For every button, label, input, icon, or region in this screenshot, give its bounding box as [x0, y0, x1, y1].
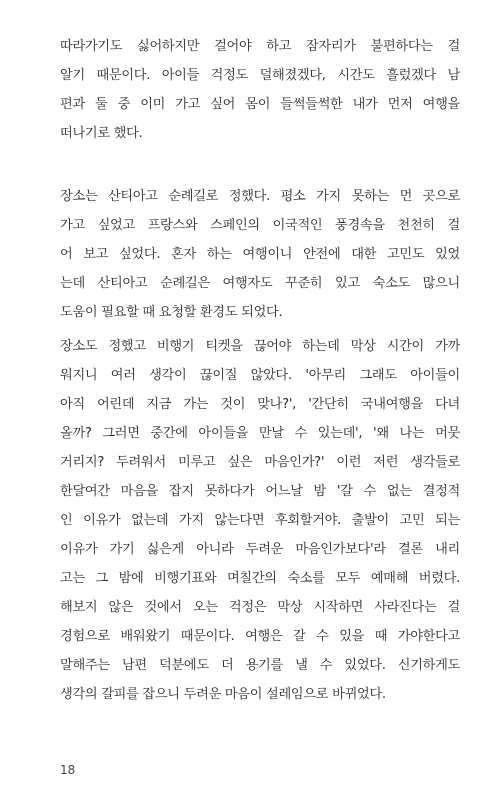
page-number: 18 — [60, 763, 76, 777]
text-line: 올까? 그러면 중간에 아이들을 만날 수 있는데', '왜 나는 머뭇 — [60, 426, 460, 441]
paragraph-1 — [60, 32, 460, 148]
text-line: 떠나기로 했다. — [60, 126, 143, 141]
text-line: 아직 어린데 지금 가는 것이 맞나?', '간단히 국내여행을 다녀 — [60, 397, 460, 412]
text-line: 도움이 필요할 때 요청할 환경도 되었다. — [60, 305, 283, 320]
text-line: 경험으로 배워왔기 때문이다. 여행은 갈 수 있을 때 가야한다고 — [60, 629, 460, 644]
text-line: 해보지 않은 것에서 오는 걱정은 막상 시작하면 사라진다는 걸 — [60, 600, 460, 615]
text-line: 말해주는 남편 덕분에도 더 용기를 낼 수 있었다. 신기하게도 — [60, 658, 460, 673]
text-line: 거리지? 두려워서 미루고 싶은 마음인가?' 이런 저런 생각들로 — [60, 455, 460, 470]
text-line: 어 보고 싶었다. 혼자 하는 여행이니 안전에 대한 고민도 있었 — [60, 247, 460, 262]
text-line: 장소는 산티아고 순례길로 정했다. 평소 가지 못하는 먼 곳으로 — [60, 189, 460, 204]
text-line: 편과 둘 중 이미 가고 싶어 몸이 들썩들썩한 내가 먼저 여행을 — [60, 97, 460, 112]
paragraph-3 — [60, 332, 460, 709]
text-line: 따라가기도 싫어하지만 걸어야 하고 잠자리가 불편하다는 걸 — [60, 39, 460, 54]
text-line: 한달여간 마음을 잡지 못하다가 어느날 밤 '갈 수 없는 결정적 — [60, 484, 460, 499]
text-line: 이유가 가기 싫은게 아니라 두려운 마음인가보다'라 결론 내리 — [60, 542, 460, 557]
text-line: 는데 산티아고 순례길은 여행자도 꾸준히 있고 숙소도 많으니 — [60, 276, 460, 291]
text-line: 워지니 여러 생각이 끊이질 않았다. '아무리 그래도 아이들이 — [60, 368, 460, 383]
text-line: 가고 싶었고 프랑스와 스페인의 이국적인 풍경속을 천천히 걸 — [60, 218, 460, 233]
text-line: 장소도 정했고 비행기 티켓을 끊어야 하는데 막상 시간이 가까 — [60, 339, 460, 354]
text-line: 인 이유가 없는데 가지 않는다면 후회할거야. 출발이 고민 되는 — [60, 513, 460, 528]
text-line: 알기 때문이다. 아이들 걱정도 덜해졌겠다, 시간도 흘렀겠다 남 — [60, 68, 460, 83]
paragraph-2 — [60, 182, 460, 327]
text-line: 고는 그 밤에 비행기표와 며칠간의 숙소를 모두 예매해 버렸다. — [60, 571, 460, 586]
text-line: 생각의 갈피를 잡으니 두려운 마음이 설레임으로 바뀌었다. — [60, 687, 386, 702]
